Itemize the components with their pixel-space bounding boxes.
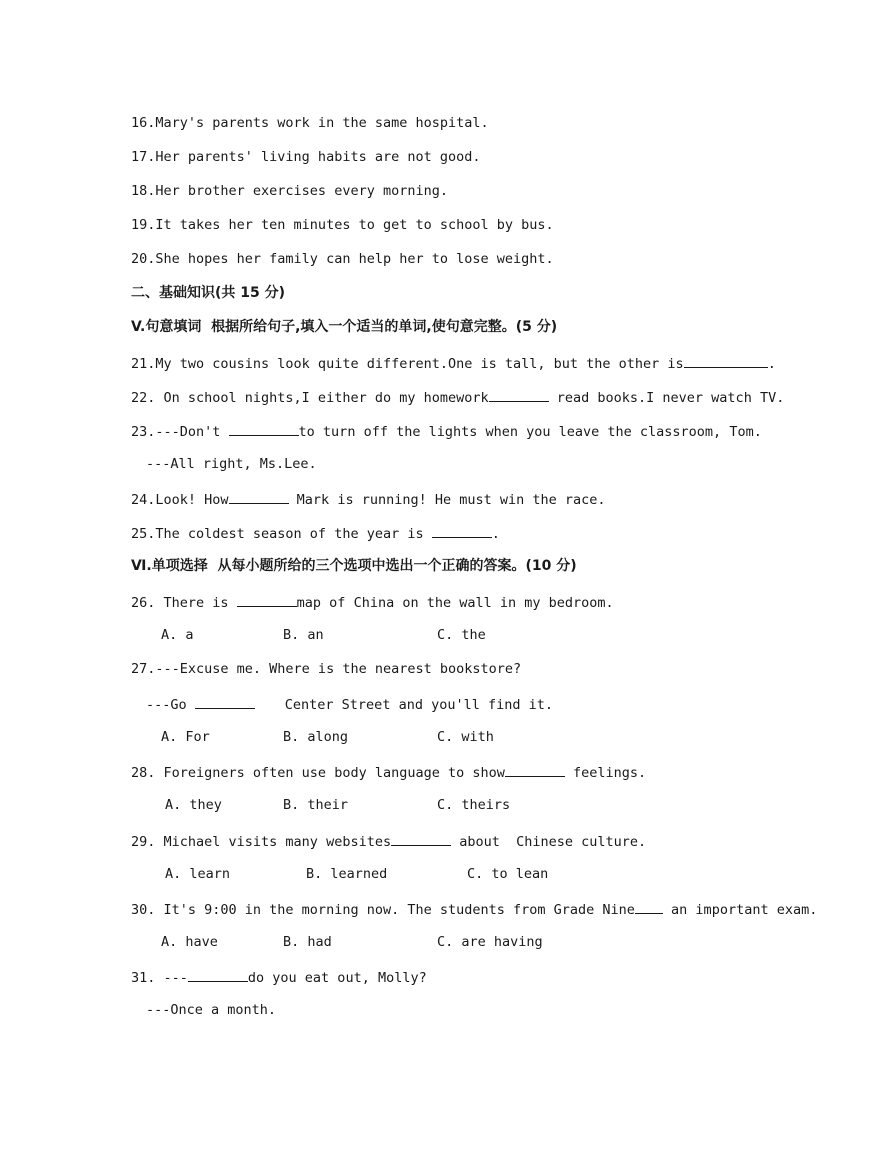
statement-17: 17.Her parents' living habits are not good. [131, 149, 481, 165]
question-30-end: an important exam. [662, 902, 818, 918]
question-31-reply: ---Once a month. [146, 1002, 277, 1018]
statement-18: 18.Her brother exercises every morning. [131, 183, 448, 199]
option-27-b[interactable]: B. along [283, 729, 349, 745]
answer-blank-30[interactable] [635, 899, 663, 914]
section-5-heading: V.句意填词 根据所给句子,填入一个适当的单词,使句意完整。(5 分) [131, 319, 558, 335]
question-26-text: 26. There is [131, 595, 237, 611]
question-23-text: 23.---Don't [131, 424, 229, 440]
question-29-text: 29. Michael visits many websites [131, 834, 392, 850]
question-31-end: do you eat out, Molly? [247, 970, 427, 986]
question-23 [131, 421, 762, 441]
answer-blank-27[interactable] [195, 694, 255, 709]
question-27-reply-text: ---Go [146, 697, 195, 713]
question-24-text: 24.Look! How [131, 492, 229, 508]
answer-blank-25[interactable] [432, 523, 492, 538]
question-28-text: 28. Foreigners often use body language to show [131, 765, 505, 781]
answer-blank-24[interactable] [229, 489, 289, 504]
answer-blank-23[interactable] [229, 421, 299, 436]
option-30-c[interactable]: C. are having [437, 934, 543, 950]
option-28-b[interactable]: B. their [283, 797, 349, 813]
question-29 [131, 831, 646, 851]
question-25-end: . [491, 526, 500, 542]
question-24 [131, 489, 606, 509]
question-26-end: map of China on the wall in my bedroom. [296, 595, 614, 611]
answer-blank-26[interactable] [237, 592, 297, 607]
question-26 [131, 592, 614, 612]
question-21 [131, 353, 776, 373]
option-30-a[interactable]: A. have [161, 934, 218, 950]
option-29-a[interactable]: A. learn [165, 866, 231, 882]
option-26-a[interactable]: A. a [161, 627, 194, 643]
question-27: 27.---Excuse me. Where is the nearest bookstore? [131, 661, 522, 677]
option-28-a[interactable]: A. they [165, 797, 222, 813]
section-2-heading: 二、基础知识(共 15 分) [131, 285, 286, 301]
question-23-reply: ---All right, Ms.Lee. [146, 456, 317, 472]
question-22 [131, 387, 784, 407]
answer-blank-29[interactable] [391, 831, 451, 846]
question-30-text: 30. It's 9:00 in the morning now. The students from Grade Nine [131, 902, 635, 918]
option-27-a[interactable]: A. For [161, 729, 210, 745]
question-21-text: 21.My two cousins look quite different.One is tall, but the other is [131, 356, 684, 372]
question-22-text: 22. On school nights,I either do my homework [131, 390, 489, 406]
option-26-c[interactable]: C. the [437, 627, 486, 643]
question-27-reply-end: Center Street and you'll find it. [284, 697, 553, 713]
option-29-c[interactable]: C. to lean [467, 866, 549, 882]
answer-blank-21[interactable] [684, 353, 768, 368]
answer-blank-22[interactable] [489, 387, 549, 402]
question-28-end: feelings. [564, 765, 647, 781]
question-25 [131, 523, 500, 543]
question-23-end: to turn off the lights when you leave the classroom, Tom. [298, 424, 762, 440]
question-25-text: 25.The coldest season of the year is [131, 526, 432, 542]
statement-19: 19.It takes her ten minutes to get to school by bus. [131, 217, 554, 233]
section-6-heading: Ⅵ.单项选择 从每小题所给的三个选项中选出一个正确的答案。(10 分) [131, 558, 577, 574]
question-27-reply [146, 694, 553, 714]
statement-16: 16.Mary's parents work in the same hospital. [131, 115, 489, 131]
question-24-end: Mark is running! He must win the race. [288, 492, 606, 508]
question-22-end: read books.I never watch TV. [548, 390, 785, 406]
option-28-c[interactable]: C. theirs [437, 797, 511, 813]
question-28 [131, 762, 646, 782]
question-30 [131, 899, 817, 919]
question-21-end: . [767, 356, 776, 372]
option-27-c[interactable]: C. with [437, 729, 494, 745]
question-31 [131, 967, 427, 987]
option-29-b[interactable]: B. learned [306, 866, 388, 882]
option-30-b[interactable]: B. had [283, 934, 332, 950]
option-26-b[interactable]: B. an [283, 627, 324, 643]
answer-blank-28[interactable] [505, 762, 565, 777]
statement-20: 20.She hopes her family can help her to lose weight. [131, 251, 554, 267]
question-29-end: about Chinese culture. [451, 834, 647, 850]
question-31-text: 31. --- [131, 970, 188, 986]
answer-blank-31[interactable] [188, 967, 248, 982]
